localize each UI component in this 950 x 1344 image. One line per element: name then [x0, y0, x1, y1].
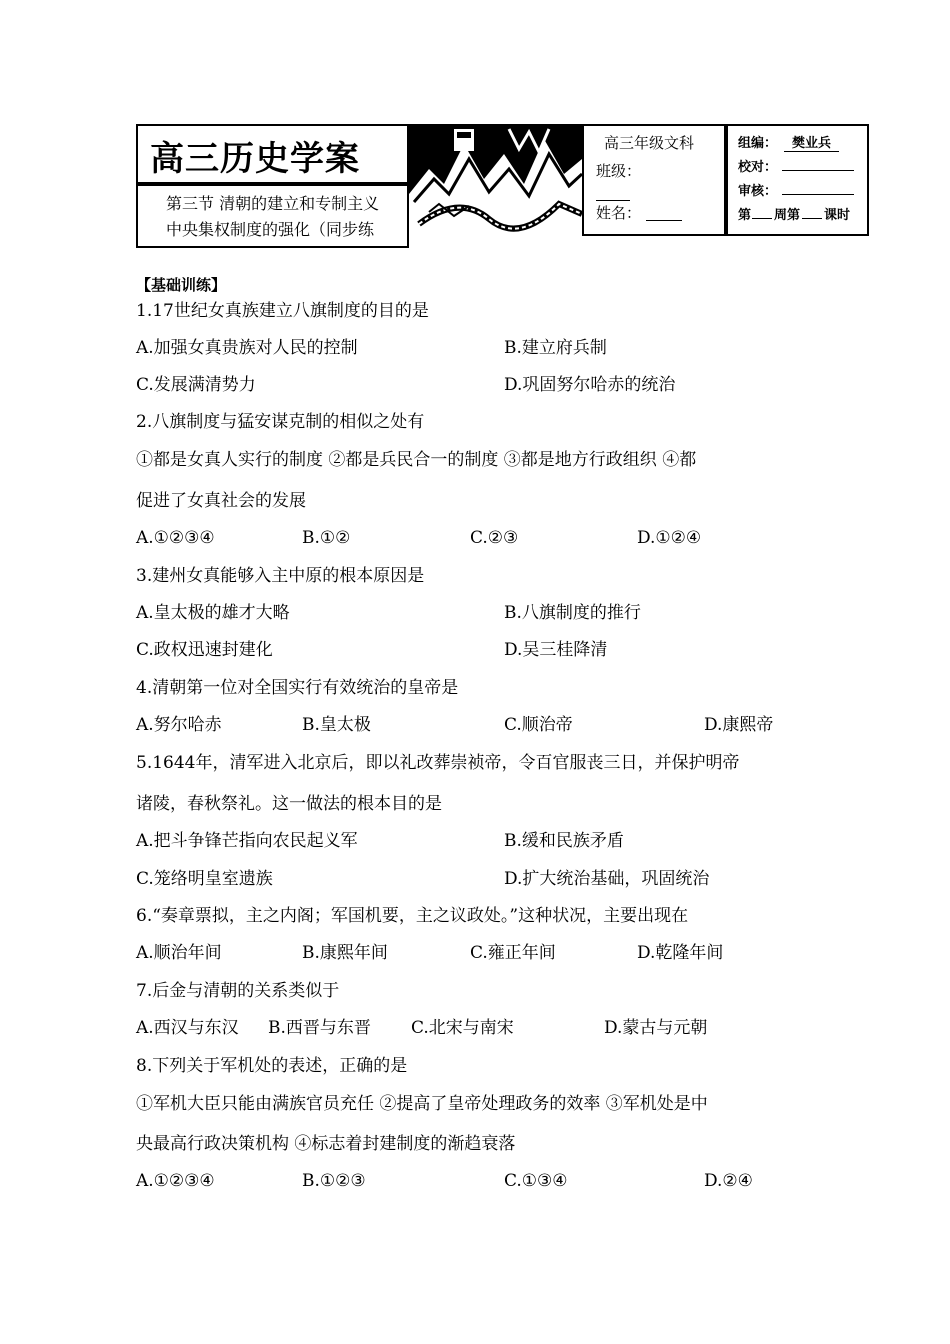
q7-option-c: C.北宋与南宋: [411, 1018, 514, 1038]
q5-option-b: B.缓和民族矛盾: [504, 831, 624, 851]
q8-option-b: B.①②③: [302, 1171, 366, 1191]
review-blank[interactable]: [782, 180, 854, 195]
editor-name: 樊业兵: [784, 132, 839, 152]
q2-option-b: B.①②: [302, 528, 351, 548]
q2-option-d: D.①②④: [637, 528, 702, 548]
q3-stem: 3.建州女真能够入主中原的根本原因是: [136, 566, 425, 586]
q2-option-a: A.①②③④: [136, 528, 215, 548]
q1-option-d: D.巩固努尔哈赤的统治: [504, 375, 676, 395]
q8-stem-3: 央最高行政决策机构 ④标志着封建制度的渐趋衰落: [136, 1134, 516, 1154]
q5-stem: 5.1644年，清军进入北京后，即以礼改葬崇祯帝，令百官服丧三日，并保护明帝: [136, 753, 740, 773]
lesson-blank[interactable]: [802, 204, 822, 219]
q1-option-b: B.建立府兵制: [504, 338, 607, 358]
q3-option-d: D.吴三桂降清: [504, 640, 608, 660]
q6-option-d: D.乾隆年间: [637, 943, 724, 963]
proof-label: 校对：: [738, 160, 778, 175]
proof-blank[interactable]: [782, 156, 854, 171]
q8-option-c: C.①③④: [504, 1171, 568, 1191]
q1-option-a: A.加强女真贵族对人民的控制: [136, 338, 358, 358]
q1-stem: 1.17世纪女真族建立八旗制度的目的是: [136, 301, 429, 321]
subtitle-line-1: 第三节 清朝的建立和专制主义: [166, 194, 380, 213]
q8-stem-2: ①军机大臣只能由满族官员充任 ②提高了皇帝处理政务的效率 ③军机处是中: [136, 1094, 708, 1114]
q3-option-a: A.皇太极的雄才大略: [136, 603, 290, 623]
review-label: 审核：: [738, 184, 778, 199]
class-label: 班级：: [596, 162, 642, 180]
q7-option-b: B.西晋与东晋: [268, 1018, 371, 1038]
grade-course: 高三年级文科: [604, 134, 695, 152]
q7-stem: 7.后金与清朝的关系类似于: [136, 981, 340, 1001]
q1-option-c: C.发展满清势力: [136, 375, 256, 395]
q2-option-c: C.②③: [470, 528, 519, 548]
q7-option-a: A.西汉与东汉: [136, 1018, 239, 1038]
great-wall-illustration: [409, 124, 582, 236]
page-title: 高三历史学案: [150, 139, 360, 179]
q8-option-d: D.②④: [704, 1171, 753, 1191]
q3-option-c: C.政权迅速封建化: [136, 640, 273, 660]
q5-option-d: D.扩大统治基础，巩固统治: [504, 869, 710, 889]
class-info-box: [582, 124, 726, 236]
q2-stem: 2.八旗制度与猛安谋克制的相似之处有: [136, 412, 425, 432]
title-box: [136, 124, 409, 184]
week-prefix: 第: [738, 208, 752, 223]
week-mid: 周第: [774, 208, 801, 223]
q7-option-d: D.蒙古与元朝: [604, 1018, 708, 1038]
q6-option-a: A.顺治年间: [136, 943, 222, 963]
q8-option-a: A.①②③④: [136, 1171, 215, 1191]
subtitle-box: [136, 184, 409, 248]
q5-option-a: A.把斗争锋芒指向农民起义军: [136, 831, 358, 851]
editor-label: 组编：: [738, 136, 778, 151]
subtitle-line-2: 中央集权制度的强化（同步练: [166, 220, 375, 239]
name-label: 姓名：: [596, 204, 642, 222]
section-title: 【基础训练】: [136, 276, 227, 294]
q5-option-c: C.笼络明皇室遗族: [136, 869, 273, 889]
q8-stem: 8.下列关于军机处的表述，正确的是: [136, 1056, 408, 1076]
q4-option-a: A.努尔哈赤: [136, 715, 222, 735]
q4-option-b: B.皇太极: [302, 715, 371, 735]
staff-info-box: [726, 124, 869, 236]
q3-option-b: B.八旗制度的推行: [504, 603, 641, 623]
q4-option-c: C.顺治帝: [504, 715, 573, 735]
q5-stem-2: 诸陵，春秋祭礼。这一做法的根本目的是: [136, 794, 442, 814]
class-blank[interactable]: [596, 188, 630, 201]
name-blank[interactable]: [646, 206, 682, 221]
q6-option-c: C.雍正年间: [470, 943, 556, 963]
great-wall-icon: [409, 124, 582, 236]
q2-stem-2: ①都是女真人实行的制度 ②都是兵民合一的制度 ③都是地方行政组织 ④都: [136, 450, 697, 470]
q6-option-b: B.康熙年间: [302, 943, 388, 963]
q4-option-d: D.康熙帝: [704, 715, 774, 735]
q6-stem: 6.“奏章票拟，主之内阁；军国机要，主之议政处。”这种状况，主要出现在: [136, 906, 689, 926]
week-suffix: 课时: [824, 208, 851, 223]
q4-stem: 4.清朝第一位对全国实行有效统治的皇帝是: [136, 678, 459, 698]
week-blank[interactable]: [752, 204, 772, 219]
q2-stem-3: 促进了女真社会的发展: [136, 491, 306, 511]
